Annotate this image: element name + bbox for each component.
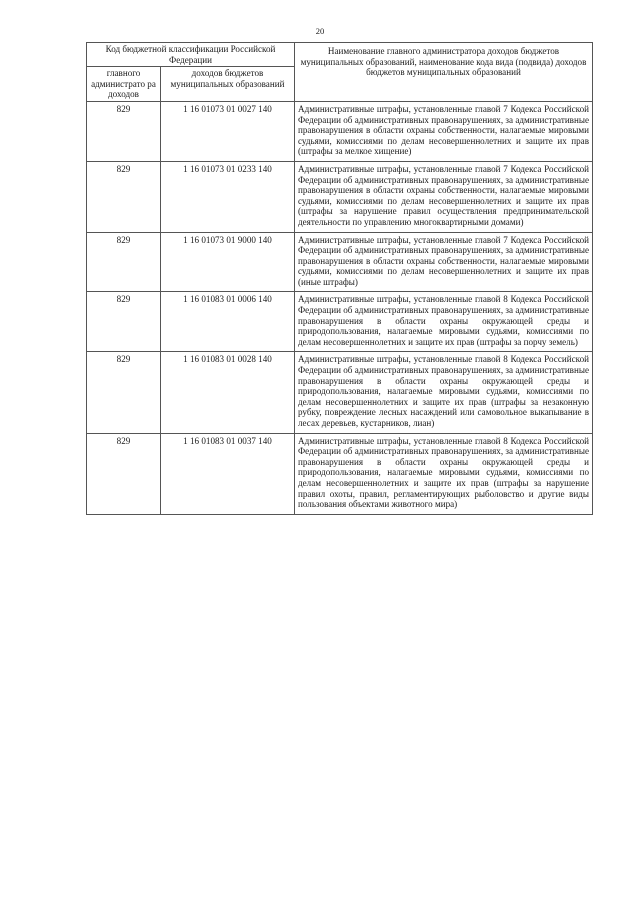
table-row — [87, 352, 593, 433]
income-name-cell: Административные штрафы, установленные главой 7 Кодекса Российской Федерации об административных правонарушениях, за административные правонарушения в области охраны собственности, налагаемые мировыми судьями, комиссиями по делам несовершеннолетних и защите их прав (иные штрафы) — [295, 232, 593, 292]
income-name-cell: Административные штрафы, установленные главой 7 Кодекса Российской Федерации об административных правонарушениях, за административные правонарушения в области охраны собственности, налагаемые мировыми судьями, комиссиями по делам несовершеннолетних и защите их прав (штрафы за нарушение правил осуществления предпринимательской деятельности по управлению многоквартирными домами) — [295, 161, 593, 232]
table-row — [87, 101, 593, 161]
admin-code-cell: 829 — [87, 352, 161, 433]
income-name-cell: Административные штрафы, установленные главой 8 Кодекса Российской Федерации об административных правонарушениях, за административные правонарушения в области охраны окружающей среды и природопользования, налагаемые мировыми судьями, комиссиями по делам несовершеннолетних и защите их прав (штрафы за нарушение правил охоты, правил, регламентирующих рыболовство и другие виды пользования объектами животного мира) — [295, 433, 593, 514]
income-code-cell: 1 16 01073 01 9000 140 — [161, 232, 295, 292]
income-code-cell: 1 16 01083 01 0028 140 — [161, 352, 295, 433]
table-row — [87, 433, 593, 514]
admin-code-cell: 829 — [87, 433, 161, 514]
admin-code-cell: 829 — [87, 232, 161, 292]
header-name-group: Наименование главного администратора доходов бюджетов муниципальных образований, наименование кода вида (подвида) доходов бюджетов муниципальных образований — [295, 43, 593, 102]
table-row — [87, 292, 593, 352]
income-code-cell: 1 16 01073 01 0233 140 — [161, 161, 295, 232]
table-row — [87, 161, 593, 232]
income-name-cell: Административные штрафы, установленные главой 8 Кодекса Российской Федерации об административных правонарушениях, за административные правонарушения в области охраны окружающей среды и природопользования, налагаемые мировыми судьями, комиссиями по делам несовершеннолетних и защите их прав (штрафы за порчу земель) — [295, 292, 593, 352]
table-row — [87, 232, 593, 292]
budget-classification-table — [86, 42, 593, 515]
admin-code-cell: 829 — [87, 161, 161, 232]
income-name-cell: Административные штрафы, установленные главой 8 Кодекса Российской Федерации об административных правонарушениях, за административные правонарушения в области охраны окружающей среды и природопользования, налагаемые мировыми судьями, комиссиями по делам несовершеннолетних и защите их прав (штрафы за незаконную рубку, повреждение лесных насаждений или самовольное выкапывание в лесах деревьев, кустарников, лиан) — [295, 352, 593, 433]
income-code-cell: 1 16 01073 01 0027 140 — [161, 101, 295, 161]
income-code-cell: 1 16 01083 01 0006 140 — [161, 292, 295, 352]
income-name-cell: Административные штрафы, установленные главой 7 Кодекса Российской Федерации об административных правонарушениях, за административные правонарушения в области охраны собственности, налагаемые мировыми судьями, комиссиями по делам несовершеннолетних и защите их прав (штрафы за мелкое хищение) — [295, 101, 593, 161]
page-number: 20 — [315, 26, 325, 36]
header-admin-col: главного администрато ра доходов — [87, 67, 161, 102]
header-row-top — [87, 43, 593, 67]
header-code-group: Код бюджетной классификации Российской Федерации — [87, 43, 295, 67]
admin-code-cell: 829 — [87, 101, 161, 161]
admin-code-cell: 829 — [87, 292, 161, 352]
income-code-cell: 1 16 01083 01 0037 140 — [161, 433, 295, 514]
header-income-col: доходов бюджетов муниципальных образований — [161, 67, 295, 102]
